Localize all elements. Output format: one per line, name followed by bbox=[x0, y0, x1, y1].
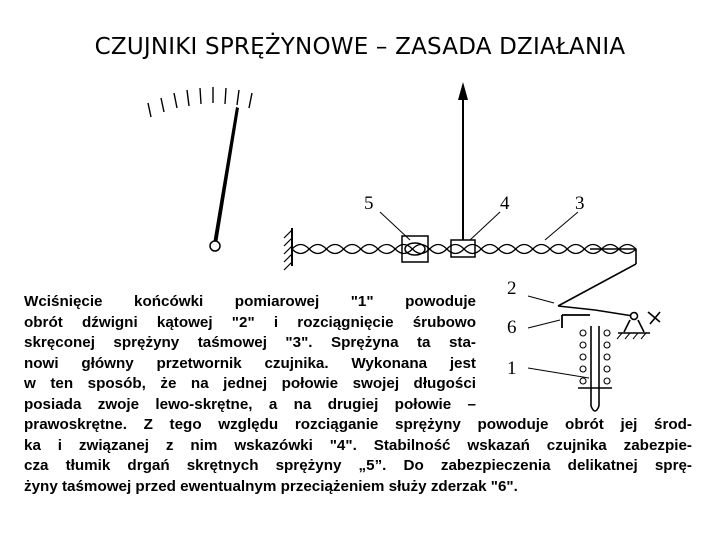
text-line: prawoskrętne. Z tego względu rozciąganie sprężyny powoduje obrót jej środ- bbox=[24, 416, 692, 433]
spring-link bbox=[550, 245, 567, 254]
spring-link bbox=[344, 245, 361, 254]
pointer-4 bbox=[451, 82, 475, 257]
label-2: 2 bbox=[507, 278, 517, 299]
dial-needle bbox=[210, 107, 239, 251]
spring-link bbox=[516, 245, 533, 254]
text-line: nowi główny przetwornik czujnika. Wykonana jest bbox=[24, 354, 476, 372]
spring-link bbox=[309, 245, 326, 254]
damper-5 bbox=[402, 236, 428, 262]
spring-link bbox=[412, 245, 429, 254]
spring-link bbox=[481, 245, 498, 254]
label-1: 1 bbox=[507, 358, 517, 379]
spring-link bbox=[292, 245, 309, 254]
spring-link bbox=[395, 245, 412, 254]
description-text bbox=[24, 292, 694, 497]
text-line: obrót dźwigni kątowej "2" i rozciągnięcie śrubowo bbox=[24, 313, 476, 331]
spring-link bbox=[498, 245, 515, 254]
spring-link bbox=[326, 245, 343, 254]
spring-link bbox=[567, 245, 584, 254]
text-line: skręconej sprężyny taśmowej "3". Sprężyna ta sta- bbox=[24, 334, 476, 351]
left-wall bbox=[284, 228, 292, 270]
slide-title: CZUJNIKI SPRĘŻYNOWE – ZASADA DZIAŁANIA bbox=[94, 34, 626, 60]
text-line: żyny taśmowej przed ewentualnym przeciążeniem służy zderzak "6". bbox=[24, 477, 518, 495]
spring-link bbox=[533, 245, 550, 254]
label-3: 3 bbox=[575, 193, 585, 214]
text-line: Wciśnięcie końcówki pomiarowej "1" powoduje bbox=[24, 293, 476, 310]
text-line: ka i związanej z nim wskazówki "4". Stabilność wskazań czujnika zabezpie- bbox=[24, 436, 692, 454]
spring-link bbox=[430, 245, 447, 254]
text-line: w ten sposób, że na jednej połowie swojej długości bbox=[24, 375, 476, 392]
text-line: cza tłumik drgań skrętnych sprężyny „5”. Do zabezpieczenia delikatnej sprę- bbox=[24, 457, 692, 474]
spring-link bbox=[361, 245, 378, 254]
label-4: 4 bbox=[500, 193, 510, 214]
text-line: posiada zwoje lewo-skrętne, a na drugiej połowie – bbox=[24, 395, 476, 413]
label-5: 5 bbox=[364, 193, 374, 214]
spring-link bbox=[378, 245, 395, 254]
label-6: 6 bbox=[507, 317, 517, 338]
